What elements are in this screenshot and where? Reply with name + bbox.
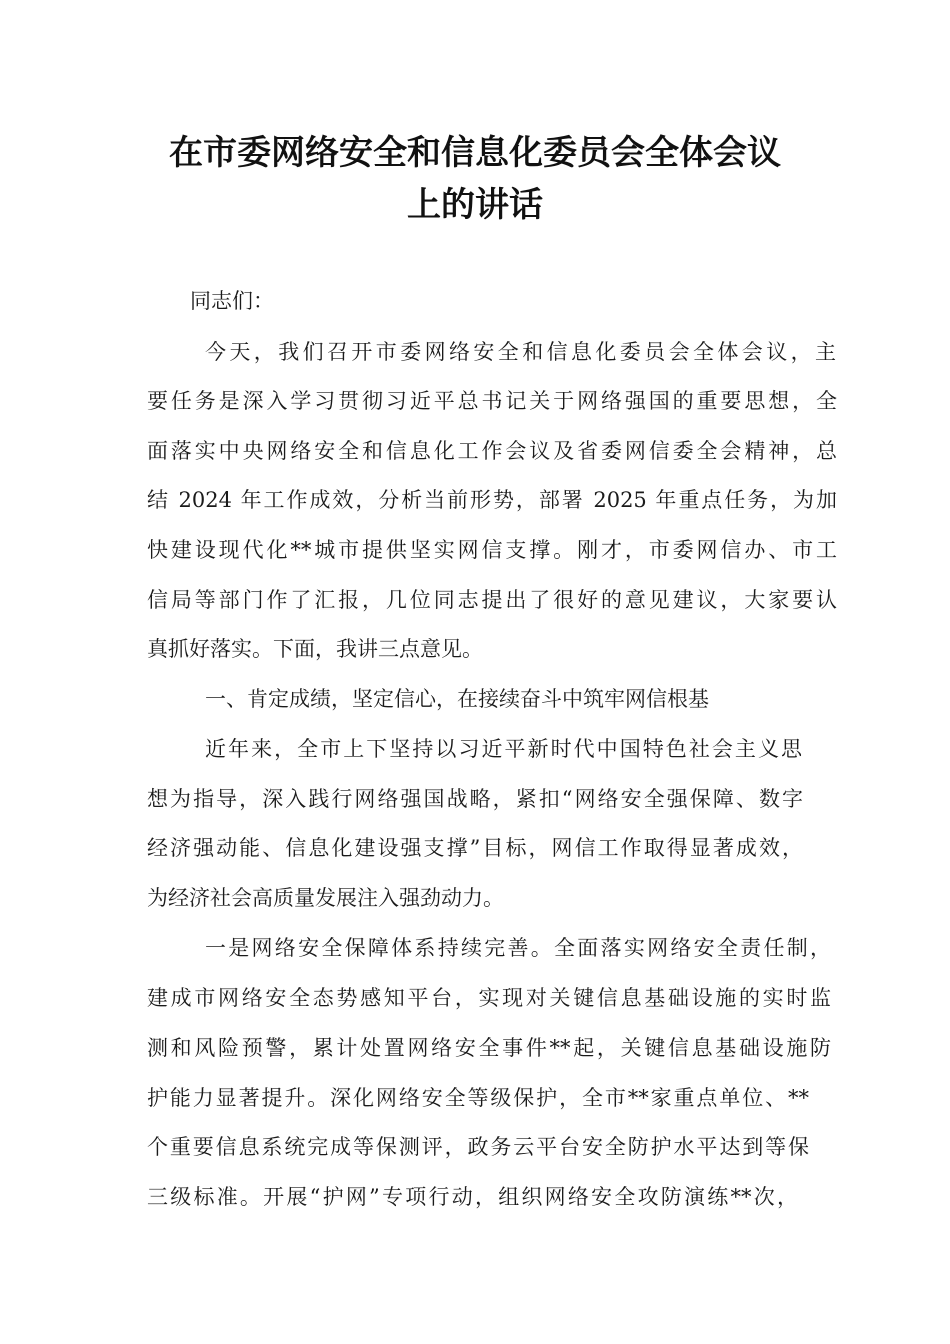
- paragraph-line: 面落实中央网络安全和信息化工作会议及省委网信委全会精神，总: [147, 439, 837, 463]
- paragraph-line: 要任务是深入学习贯彻习近平总书记关于网络强国的重要思想，全: [147, 389, 837, 413]
- section-heading: 一、肯定成绩，坚定信心，在接续奋斗中筑牢网信根基: [205, 687, 709, 711]
- paragraph-line: 信局等部门作了汇报，几位同志提出了很好的意见建议，大家要认: [147, 588, 837, 612]
- paragraph-line: 结 2024 年工作成效，分析当前形势，部署 2025 年重点任务，为加: [147, 488, 837, 512]
- paragraph-line: 想为指导，深入践行网络强国战略，紧扣“网络安全强保障、数字: [147, 787, 803, 811]
- paragraph-line: 护能力显著提升。深化网络安全等级保护，全市**家重点单位、**: [147, 1086, 809, 1110]
- document-title-line-2: 上的讲话: [407, 185, 543, 225]
- paragraph-line: 今天，我们召开市委网络安全和信息化委员会全体会议，主: [205, 340, 836, 364]
- paragraph-line: 三级标准。开展“护网”专项行动，组织网络安全攻防演练**次，: [147, 1185, 798, 1209]
- paragraph-line: 快建设现代化**城市提供坚实网信支撑。刚才，市委网信办、市工: [147, 538, 837, 562]
- paragraph-line: 真抓好落实。下面，我讲三点意见。: [147, 637, 483, 661]
- paragraph-line: 建成市网络安全态势感知平台，实现对关键信息基础设施的实时监: [147, 986, 831, 1010]
- paragraph-line: 测和风险预警，累计处置网络安全事件**起，关键信息基础设施防: [147, 1036, 831, 1060]
- paragraph-line: 为经济社会高质量发展注入强劲动力。: [147, 886, 504, 910]
- salutation: 同志们：: [190, 289, 274, 313]
- paragraph-line: 一是网络安全保障体系持续完善。全面落实网络安全责任制，: [205, 936, 831, 960]
- paragraph-line: 经济强动能、信息化建设强支撑”目标，网信工作取得显著成效，: [147, 836, 803, 860]
- paragraph-line: 近年来，全市上下坚持以习近平新时代中国特色社会主义思: [205, 737, 802, 761]
- paragraph-line: 个重要信息系统完成等保测评，政务云平台安全防护水平达到等保: [147, 1135, 809, 1159]
- document-title-line-1: 在市委网络安全和信息化委员会全体会议: [169, 133, 781, 173]
